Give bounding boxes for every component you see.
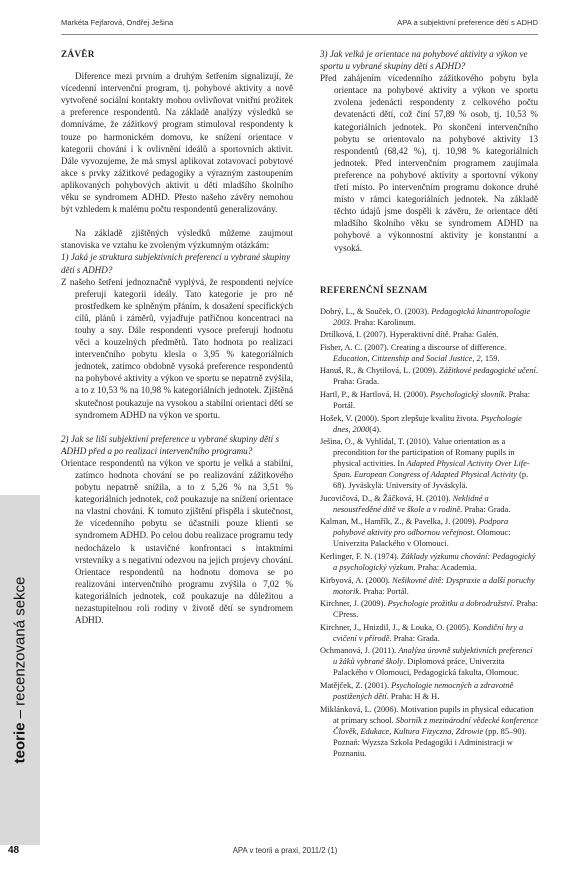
reference-title: Základy výzkumu chování: Pedagogický a psychologický výzkum <box>333 552 536 573</box>
reference-entry <box>320 680 538 702</box>
reference-authors: Hartl, P., & Hartlová, H. (2000). <box>320 390 431 400</box>
reference-authors: Kirchner, J. (2009). <box>320 599 388 609</box>
reference-authors: Ješina, O., & Vyhlídal, T. (2010). Value orientation as a precondition for the participation of Romany pupils in physical activities. In <box>320 437 515 469</box>
reference-authors: Kirbyová, A. (2000). <box>320 575 393 585</box>
reference-title: Analýza úrovně subjektivních preferencí u žáků vybrané školy <box>333 646 533 667</box>
right-column <box>320 48 538 760</box>
left-column <box>61 48 293 626</box>
section-label-reviewed: recenzovaná sekce <box>11 576 29 706</box>
reference-entry <box>320 575 538 597</box>
reference-authors: Kalman, M., Hamřík, Z., & Pavelka, J. (2009). <box>320 517 479 527</box>
reference-details: . Praha: Grada. <box>333 366 538 387</box>
reference-authors: Kirchner, J., Hnizdil, J., & Louka, O. (2005). <box>320 622 473 632</box>
running-header-title: APA a subjektivní preference dětí s ADHD <box>397 18 538 27</box>
reference-entry <box>320 551 538 573</box>
answer-2: Orientace respondentů na výkon ve sportu je velká a stabilní, zatímco hodnota chování se po realizování zážitkového pobytu nepatrně snížila, a to z 5,26 % na 3,51 % kategoriálních jednotek, což poukazuje na snížení orientace na vlastní chování. K tomuto zjištění přispěla i skutečnost, že vícedenního pobytu se účastnili pouze klienti se syndromem ADHD. Po celou dobu realizace programu tedy nedocházelo k ustavičné konfrontaci s intaktními vrstevníky a s negativní odezvou na jejich projevy chování. Orientace respondentů na hodnotu domova se po realizování intervenčního programu zvýšila o 7,02 % kategoriálních jednotek, což poukazuje na důležitou a nezastupitelnou roli rodiny v životě dětí se syndromem ADHD. <box>61 457 293 626</box>
section-heading-conclusion: ZÁVĚR <box>61 49 95 59</box>
journal-footer: APA v teorii a praxi, 2011/2 (1) <box>232 846 338 855</box>
reference-title: Kondiční hry a cvičení v přírodě <box>333 622 524 643</box>
reference-authors: Hošek, V. (2000). Sport zlepšuje kvalitu života. <box>320 413 481 423</box>
reference-authors: Jucovičová, D., & Žáčková, H. (2010). <box>320 493 453 503</box>
reference-title: Psychologický slovník <box>430 390 505 400</box>
reference-title: Education, Citizenship and Social Justice, 2, <box>333 353 483 363</box>
reference-title: Podpora pohybové aktivity pro odbornou veřejnost <box>333 517 509 538</box>
reference-entry <box>320 493 538 515</box>
reference-details: (pp. 85–90). Poznań: Wyzsza Szkola Pedagogiki i Administracji w Poznaniu. <box>333 726 527 758</box>
reference-title: Zážitkové pedagogické učení <box>439 366 536 376</box>
answer-1: Z našeho šetření jednoznačně vyplývá, že respondenti nejvíce preferují kategorii ideály. Tato kategorie je pro ně prostředkem ke splněným přáním, k dosažení specifických cílů, plánů i záměrů, vyjadřuje patřičnou koncentraci na touhy a sny. Dále respondenti vysoce preferují hodnotu věci a kouzelných předmětů. Tato hodnota po realizaci intervenčního pobytu klesla o 3,95 % kategoriálních jednotek, zatímco obdobně vysoká preference respondentů na pohybové aktivity a výkon ve sportu se nepatrně zvýšila, a to z 10,53 % na 10,98 % kategoriálních jednotek. Zjištěná skutečnost poukazuje na vysokou a stabilní orientaci dětí se syndromem ADHD na výkon ve sportu. <box>61 276 293 420</box>
reference-details: . Praha: Grada. <box>389 633 440 643</box>
reference-details: . Praha: Grada. <box>460 504 511 514</box>
reference-title: Sborník z mezinárodní vědecké konference Člověk, Edukace, Kultura Fizyczna, Zdrowie <box>333 715 538 736</box>
reference-details: . Praha: CPress. <box>333 599 538 620</box>
reference-details: (4). <box>369 424 382 434</box>
reference-authors: Ochmanová, J. (2011). <box>320 646 399 656</box>
reference-title: Psychologie prožitku a dobrodružství <box>387 599 513 609</box>
reference-title: Neklidné a nesoustředěné dítě ve škole a v rodině <box>333 493 489 514</box>
reference-entry <box>320 598 538 620</box>
section-label <box>12 577 29 764</box>
reference-authors: Matějček, Z. (2001). <box>320 681 392 690</box>
reference-authors: Kerlinger, F. N. (1974). <box>320 552 401 562</box>
reference-details: (p. 68). Jyväskylä: University of Jyväskylä. <box>333 470 529 491</box>
conclusion-paragraph-1: Diference mezi prvním a druhým šetřením signalizují, že vícedenní intervenční program, tj. pohybové aktivity a nově vytvořené sociální kontakty mohou ovlivňovat vnitřní prožitek a preference respondentů. Na základě analýzy výsledků se domníváme, že zážitkový program stimuloval respondenty k touze po harmonickém domovu, ke snížení orientace v kategorii chování i k ovlivnění ideálů a sportovních aktivit. Dále vyvozujeme, že má smysl aplikovat zotavovací pobytové akce s prvky zážitkové pedagogiky a výrazným zastoupením aplikovaných pohybových aktivit u dětí mladšího školního věku se syndromem ADHD. Přesto našeho závěry nemohou být vzhledem k malému počtu respondentů generalizovány. <box>61 71 293 215</box>
reference-authors: Hanuš, R., & Chytilová, L. (2009). <box>320 366 440 376</box>
reference-details: . Praha: Portál. <box>359 586 409 596</box>
page-number: 48 <box>8 845 20 856</box>
reference-details: . Praha: Portál. <box>333 390 531 411</box>
reference-details: . Olomouc: Univerzita Palackého v Olomouci. <box>333 528 511 549</box>
answer-3: Před zahájením vícedenního zážitkového pobytu byla orientace na pohybové aktivity a výkon ve sportu zvolena jedenácti respondenty z celkového počtu devatenácti dětí, což činí 57,89 % osob, tj. 10,53 % kategoriálních jednotek. Po skončení intervenčního pobytu se orientovalo na pohybové aktivity 13 respondentů (68,42 %), tj. 10,98 % kategoriálních jednotek. Před intervenčním programem zaujímala preference na pohybové aktivity a sportovní výkony třetí místo. Po intervenčním programu dokonce druhé místo v rámci kategoriálních jednotek. Na základě těchto údajů jsme dospěli k závěru, že orientace dětí mladšího školního věku se syndromem ADHD na pohybové a výkonnostní aktivity je konstantní a vysoká. <box>320 73 538 253</box>
reference-details: . Diplomová práce, Univerzita Palackého v Olomouci, Pedagogická fakulta, Olomouc. <box>333 657 520 678</box>
reference-title: Nešikovné dítě: Dyspraxie a další poruchy motorik <box>333 575 535 596</box>
reference-authors: Dobrý, L., & Souček, O. (2003). <box>320 306 432 316</box>
reference-entry <box>320 645 538 678</box>
reference-entry <box>320 389 538 411</box>
reference-list <box>320 306 538 759</box>
reference-details: . Praha: Karolinum. <box>349 317 416 327</box>
reference-details: . Praha: H & H. <box>386 692 440 701</box>
research-question-2: 2) Jak se liší subjektivní preference u vybrané skupiny dětí s ADHD před a po realizaci intervenčního programu? <box>61 433 280 456</box>
conclusion-paragraph-2: Na základě zjištěných výsledků můžeme zaujmout stanoviska ve vztahu ke zvoleným výzkumným otázkám: <box>61 228 293 251</box>
reference-entry <box>320 436 538 491</box>
reference-entry <box>320 516 538 549</box>
reference-entry <box>320 329 538 340</box>
reference-entry <box>320 306 538 328</box>
reference-entry <box>320 413 538 435</box>
reference-authors: Fisher, A. C. (2007). Creating a discourse of difference. <box>320 342 507 352</box>
references-heading: REFERENČNÍ SEZNAM <box>320 284 428 295</box>
running-header-authors: Markéta Fejfarová, Ondřej Ješina <box>61 18 174 27</box>
research-question-3: 3) Jak velká je orientace na pohybové aktivity a výkon ve sportu u vybrané skupiny dětí s ADHD? <box>320 49 528 72</box>
research-question-1: 1) Jaká je struktura subjektivních preferencí u vybrané skupiny dětí s ADHD? <box>61 252 291 275</box>
reference-details: 159. <box>482 353 500 363</box>
reference-entry <box>320 365 538 387</box>
section-label-theory: teorie <box>11 722 29 764</box>
reference-entry <box>320 342 538 364</box>
reference-authors: Miklánková, L. (2006). Motivation pupils in physical education at primary school. <box>320 704 534 725</box>
header-rule <box>61 34 538 35</box>
reference-title: Psychologie dnes, 2000 <box>333 413 522 434</box>
reference-details: . Praha: Academia. <box>413 563 477 573</box>
section-label-dash: – <box>11 705 29 723</box>
reference-authors: Drtílková, I. (2007). Hyperaktivní dítě. Praha: Galén. <box>320 330 499 340</box>
reference-title: Psychologie nemocných a zdravotně postižených dětí <box>333 681 514 701</box>
reference-entry <box>320 622 538 644</box>
reference-entry <box>320 704 538 759</box>
reference-title: Adapted Physical Activity Over Life-Span. European Congress of Adapted Physical Activity <box>333 459 530 480</box>
reference-title: Pedagogická kinantropologie 2003 <box>333 306 531 327</box>
